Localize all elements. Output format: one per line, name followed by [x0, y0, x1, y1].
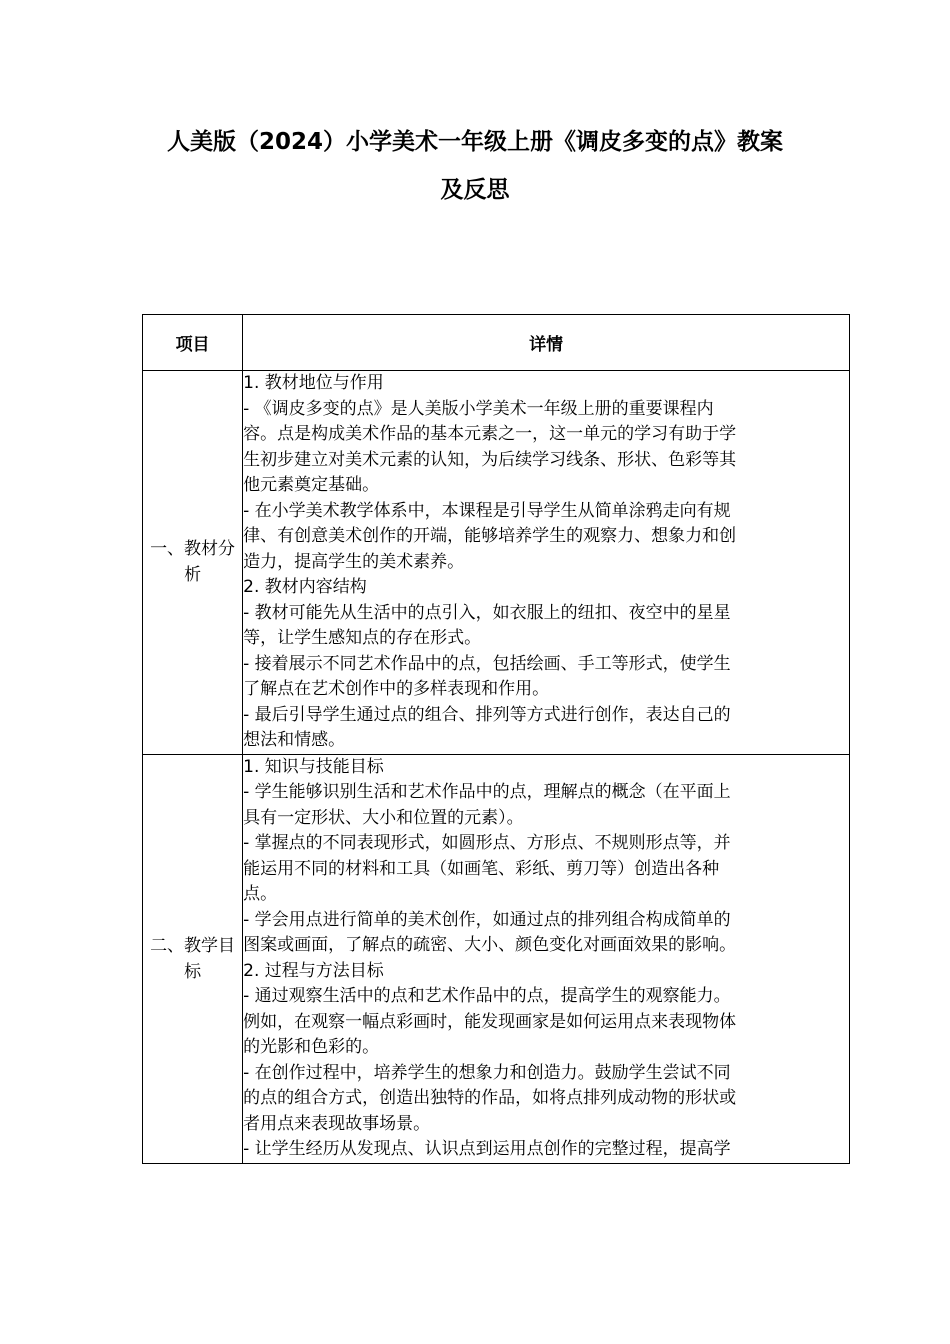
- detail-line: - 教材可能先从生活中的点引入，如衣服上的纽扣、夜空中的星星: [243, 602, 731, 623]
- detail-line: 点。: [243, 884, 278, 904]
- detail-line: 图案或画面，了解点的疏密、大小、颜色变化对画面效果的影响。: [243, 935, 737, 955]
- detail-line: 等，让学生感知点的存在形式。: [243, 628, 482, 648]
- detail-line: 2. 过程与方法目标: [243, 960, 384, 981]
- table-row: [143, 371, 850, 755]
- detail-line: - 《调皮多变的点》是人美版小学美术一年级上册的重要课程内: [243, 398, 714, 419]
- row-detail-material-analysis: [243, 371, 850, 755]
- header-detail: 详情: [243, 315, 850, 371]
- detail-line: 造力，提高学生的美术素养。: [243, 551, 465, 572]
- page-title: [0, 118, 950, 214]
- row-label-material-analysis: 一、教材分析: [143, 371, 243, 755]
- detail-line: 例如，在观察一幅点彩画时，能发现画家是如何运用点来表现物体: [243, 1011, 737, 1032]
- table-row: [143, 754, 850, 1163]
- detail-line: 者用点来表现故事场景。: [243, 1113, 431, 1134]
- detail-line: 容。点是构成美术作品的基本元素之一，这一单元的学习有助于学: [243, 424, 737, 444]
- detail-line: 1. 知识与技能目标: [243, 756, 384, 777]
- detail-line: 生初步建立对美术元素的认知，为后续学习线条、形状、色彩等其: [243, 449, 737, 470]
- detail-line: 的点的组合方式，创造出独特的作品，如将点排列成动物的形状或: [243, 1088, 737, 1108]
- table-header-row: [143, 315, 850, 371]
- detail-line: 了解点在艺术创作中的多样表现和作用。: [243, 679, 550, 699]
- lesson-plan-table: [142, 314, 850, 1164]
- row-detail-teaching-goals: [243, 754, 850, 1163]
- detail-line: 2. 教材内容结构: [243, 577, 367, 597]
- detail-line: - 让学生经历从发现点、认识点到运用点创作的完整过程，提高学: [243, 1139, 731, 1159]
- title-line-2: 及反思: [440, 177, 510, 203]
- header-item: 项目: [143, 315, 243, 371]
- detail-line: 想法和情感。: [243, 730, 346, 750]
- detail-line: - 掌握点的不同表现形式，如圆形点、方形点、不规则形点等，并: [243, 833, 731, 853]
- detail-line: - 在创作过程中，培养学生的想象力和创造力。鼓励学生尝试不同: [243, 1062, 731, 1083]
- detail-line: 具有一定形状、大小和位置的元素）。: [243, 807, 524, 828]
- detail-line: 1. 教材地位与作用: [243, 373, 384, 393]
- row-label-teaching-goals: 二、教学目标: [143, 754, 243, 1163]
- detail-line: 律、有创意美术创作的开端，能够培养学生的观察力、想象力和创: [243, 526, 737, 546]
- detail-line: 能运用不同的材料和工具（如画笔、彩纸、剪刀等）创造出各种: [243, 858, 720, 879]
- detail-line: - 最后引导学生通过点的组合、排列等方式进行创作，表达自己的: [243, 704, 731, 725]
- detail-line: - 在小学美术教学体系中，本课程是引导学生从简单涂鸦走向有规: [243, 500, 731, 521]
- detail-line: - 接着展示不同艺术作品中的点，包括绘画、手工等形式，使学生: [243, 653, 731, 674]
- detail-line: 的光影和色彩的。: [243, 1037, 380, 1057]
- detail-line: - 学生能够识别生活和艺术作品中的点，理解点的概念（在平面上: [243, 782, 731, 802]
- detail-line: - 学会用点进行简单的美术创作，如通过点的排列组合构成简单的: [243, 909, 731, 930]
- title-line-1: 人美版（2024）小学美术一年级上册《调皮多变的点》教案: [166, 129, 783, 155]
- detail-line: 他元素奠定基础。: [243, 475, 380, 495]
- detail-line: - 通过观察生活中的点和艺术作品中的点，提高学生的观察能力。: [243, 986, 731, 1006]
